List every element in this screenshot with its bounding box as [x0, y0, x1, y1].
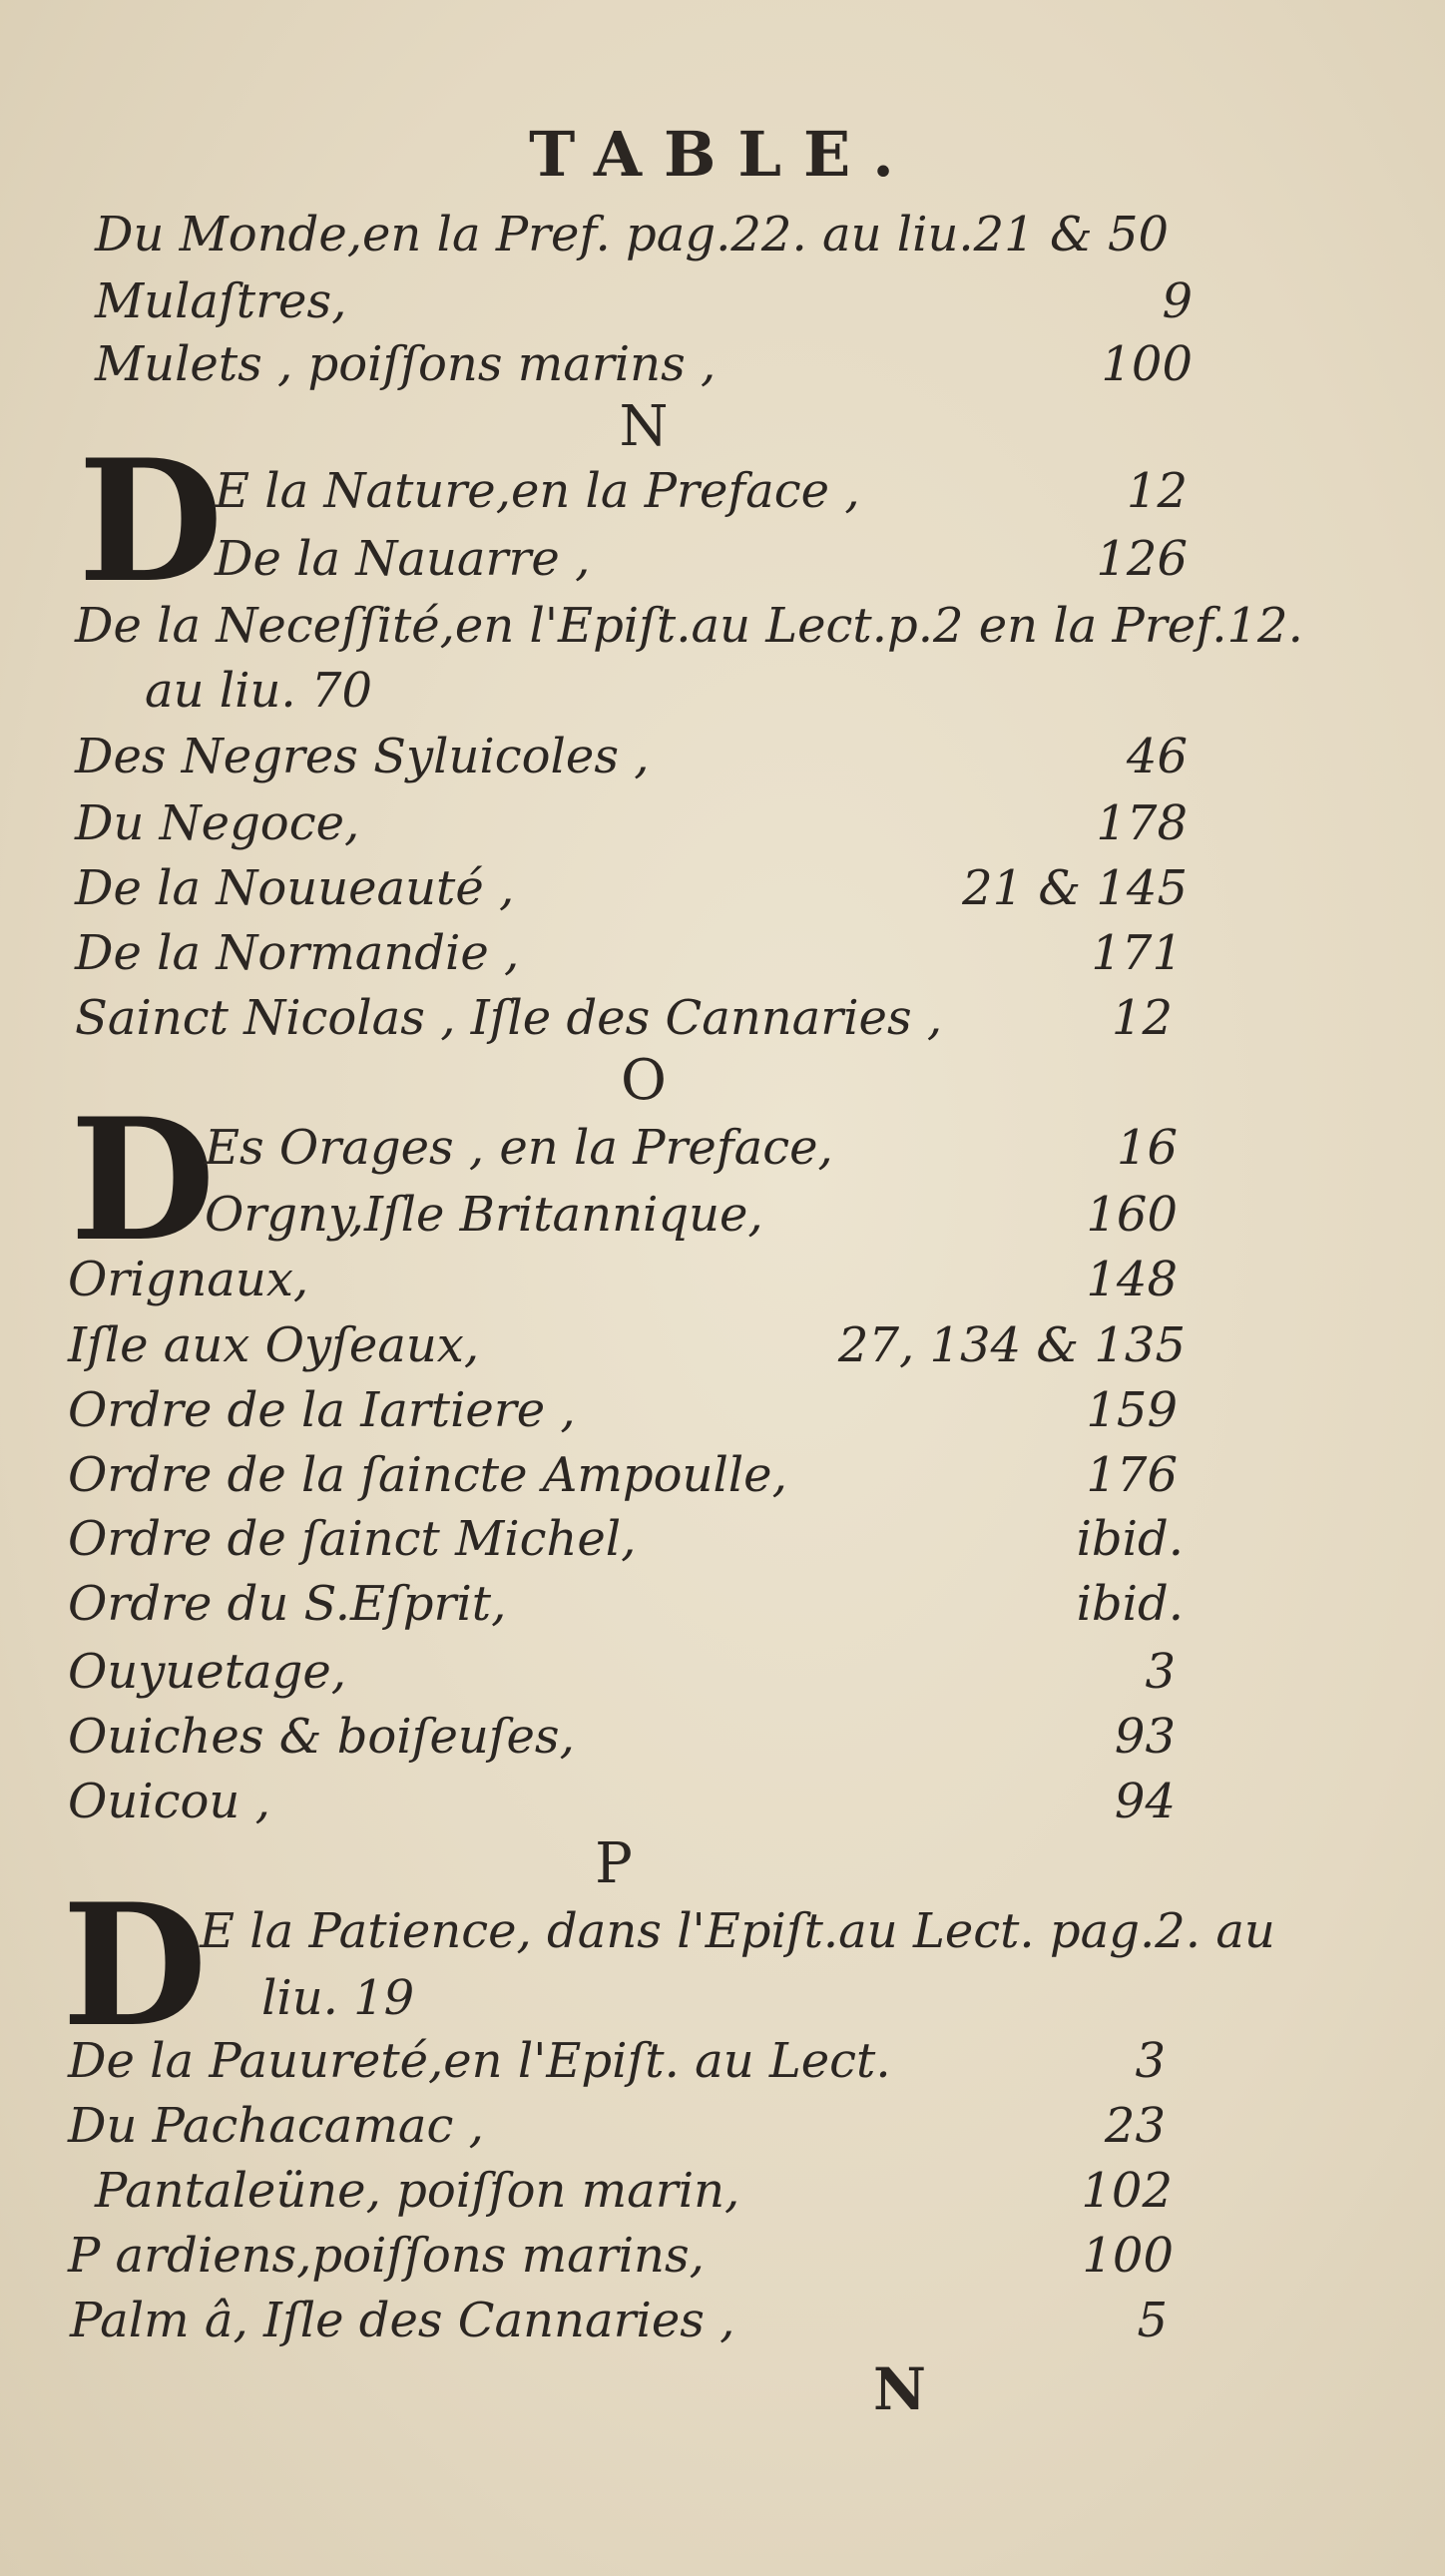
entry-page: ibid.: [1076, 1576, 1184, 1632]
entry-text: De la Nouueauté ,: [75, 860, 515, 916]
entry-page: 3: [1145, 1644, 1176, 1700]
entry-text: De la Normandie ,: [75, 925, 520, 981]
entry-text: Ordre de la ſaincte Ampoulle,: [68, 1447, 787, 1503]
entry-text: De la Nauarre ,: [215, 531, 591, 587]
section-letter-p: P: [595, 1831, 633, 1896]
entry-text: Ordre de ſainct Michel,: [68, 1511, 637, 1567]
entry-text: Palm â, Iſle des Cannaries ,: [70, 2293, 735, 2348]
entry-text: Es Orages , en la Preface,: [205, 1120, 833, 1176]
entry-page: 94: [1114, 1774, 1176, 1829]
entry-page: 100: [1082, 2228, 1174, 2284]
entry-text: Du Monde,en la Pref. pag.22. au liu.21 & 50: [95, 207, 1170, 262]
entry-text: Ouicou ,: [68, 1774, 270, 1829]
entry-page: ibid.: [1076, 1511, 1184, 1567]
entry-page: 12: [1111, 990, 1173, 1046]
entry-page: 27, 134 & 135: [837, 1317, 1186, 1373]
entry-text: De la Pauureté,en l'Epiſt. au Lect.: [68, 2033, 891, 2089]
entry-text: Du Pachacamac ,: [68, 2098, 484, 2154]
entry-text: Du Negoce,: [75, 795, 360, 851]
entry-page: 178: [1096, 795, 1188, 851]
entry-page: 12: [1126, 463, 1188, 519]
entry-text: au liu. 70: [145, 663, 372, 719]
entry-text: Ouiches & boiſeuſes,: [68, 1709, 575, 1765]
entry-page: 16: [1116, 1120, 1178, 1176]
entry-text: De la Neceſſité,en l'Epiſt.au Lect.p.2 en la Pref.12.: [75, 598, 1303, 654]
page-title: TABLE.: [529, 118, 916, 191]
entry-page: 93: [1114, 1709, 1176, 1765]
entry-text: Sainct Nicolas , Iſle des Cannaries ,: [75, 990, 943, 1046]
section-letter-n: N: [619, 394, 669, 459]
entry-text: E la Nature,en la Preface ,: [215, 463, 860, 519]
entry-page: 159: [1086, 1382, 1178, 1438]
catchword: N: [873, 2355, 927, 2423]
entry-page: 102: [1081, 2163, 1173, 2219]
entry-page: 148: [1086, 1252, 1178, 1307]
entry-page: 5: [1137, 2293, 1168, 2348]
entry-page: 126: [1096, 531, 1188, 587]
entry-page: 46: [1126, 729, 1188, 784]
entry-page: 171: [1091, 925, 1183, 981]
entry-text: Iſle aux Oyſeaux,: [68, 1317, 480, 1373]
entry-page: 23: [1104, 2098, 1166, 2154]
entry-text: Orignaux,: [68, 1252, 309, 1307]
entry-text: Ordre du S.Eſprit,: [68, 1576, 507, 1632]
dropcap-p: D: [62, 1866, 208, 2064]
entry-page: 160: [1086, 1187, 1178, 1243]
section-letter-o: O: [621, 1048, 667, 1113]
entry-text: liu. 19: [261, 1970, 415, 2026]
dropcap-o: D: [70, 1081, 216, 1279]
entry-text: Ordre de la Iartiere ,: [68, 1382, 576, 1438]
entry-page: 9: [1162, 273, 1193, 329]
entry-text: E la Patience, dans l'Epiſt.au Lect. pag.2. au: [200, 1903, 1275, 1959]
entry-text: Pantaleüne, poiſſon marin,: [95, 2163, 740, 2219]
dropcap-n: D: [78, 422, 224, 620]
entry-text: Ouyuetage,: [68, 1644, 346, 1700]
entry-page: 3: [1135, 2033, 1166, 2089]
entry-text: Mulaſtres,: [95, 273, 347, 329]
entry-text: Mulets , poiſſons marins ,: [95, 336, 717, 392]
entry-page: 100: [1101, 336, 1193, 392]
entry-text: Des Negres Syluicoles ,: [75, 729, 650, 784]
entry-page: 176: [1086, 1447, 1178, 1503]
entry-text: P ardiens,poiſſons marins,: [68, 2228, 705, 2284]
entry-text: Orgny,Iſle Britannique,: [205, 1187, 763, 1243]
entry-page: 21 & 145: [962, 860, 1188, 916]
